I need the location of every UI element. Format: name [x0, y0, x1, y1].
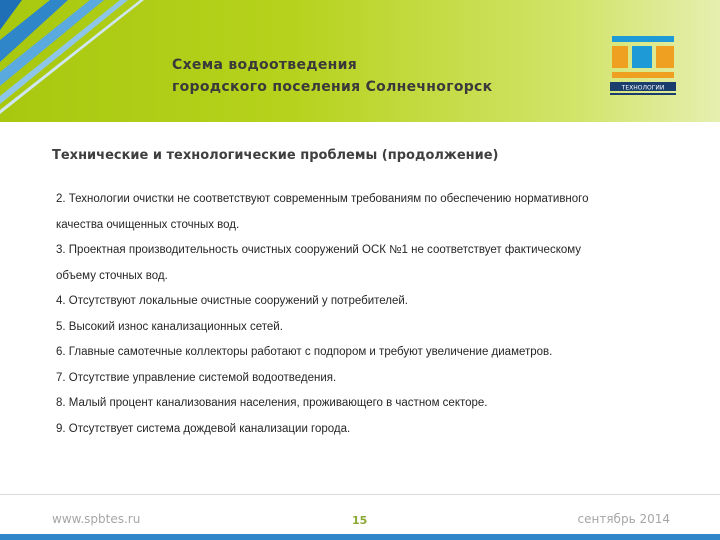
list-item: 4. Отсутствуют локальные очистные сооружений у потребителей. — [56, 295, 409, 307]
list-item: 2. Технологии очистки не соответствуют современным требованиям по обеспечению нормативного — [56, 193, 589, 205]
page-title — [172, 54, 492, 98]
list-item: 3. Проектная производительность очистных сооружений ОСК №1 не соответствует фактическому — [56, 244, 582, 256]
problems-list — [56, 187, 686, 442]
list-item: качества очищенных сточных вод. — [56, 218, 240, 231]
footer-date: сентябрь 2014 — [577, 512, 670, 526]
footer-divider — [0, 494, 720, 495]
title-line-2: городского поселения Солнечногорск — [172, 79, 493, 95]
logo-text: ТЕХНОЛОГИИ — [621, 84, 665, 92]
header-banner — [0, 0, 720, 122]
page-number: 15 — [352, 514, 368, 527]
list-item: объему сточных вод. — [56, 269, 168, 282]
company-logo-icon — [606, 36, 680, 98]
list-item: 7. Отсутствие управление системой водоотведения. — [56, 371, 337, 384]
list-item: 5. Высокий износ канализационных сетей. — [56, 320, 283, 333]
list-item: 9. Отсутствует система дождевой канализации города. — [56, 422, 351, 435]
list-item: 8. Малый процент канализования населения, проживающего в частном секторе. — [56, 397, 488, 409]
section-heading: Технические и технологические проблемы (продолжение) — [52, 148, 499, 163]
bottom-accent-bar — [0, 534, 720, 540]
decorative-stripes — [0, 0, 200, 122]
list-item: 6. Главные самотечные коллекторы работают с подпором и требуют увеличение диаметров. — [56, 346, 553, 358]
footer-url: www.spbtes.ru — [52, 512, 141, 526]
title-line-1: Схема водоотведения — [172, 57, 358, 73]
